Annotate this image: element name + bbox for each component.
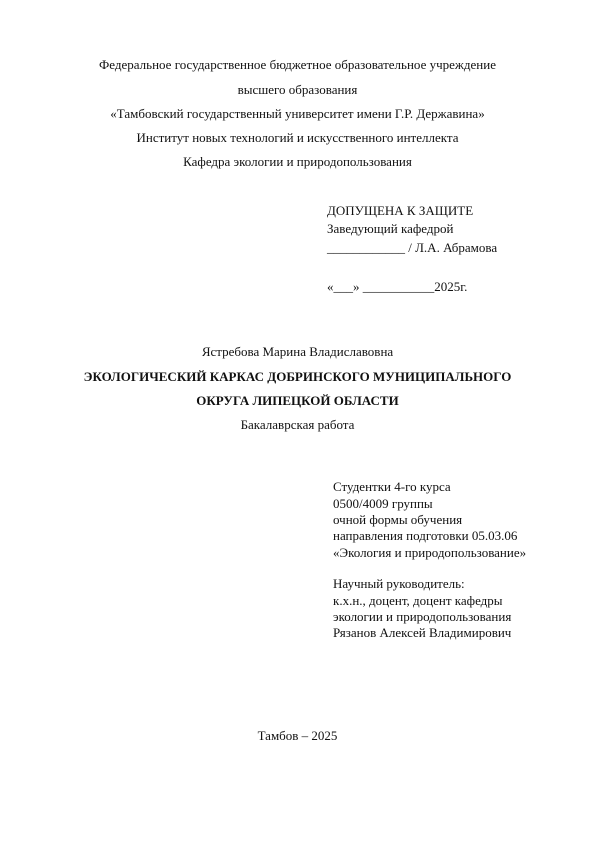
approval-signature: ____________ / Л.А. Абрамова [327,240,498,255]
student-direction-code: направления подготовки 05.03.06 [333,528,518,543]
institution-line-1: Федеральное государственное бюджетное образовательное учреждение [99,57,496,72]
approval-date: «___» ___________2025г. [327,279,468,294]
thesis-type: Бакалаврская работа [240,417,355,432]
author-name: Ястребова Марина Владиславовна [201,344,394,359]
supervisor-department: экологии и природопользования [333,609,512,624]
supervisor-name: Рязанов Алексей Владимирович [333,625,512,640]
institution-line-2: высшего образования [237,82,358,97]
department-name: Кафедра экологии и природопользования [183,154,412,169]
approval-position: Заведующий кафедрой [327,221,454,236]
supervisor-degree: к.х.н., доцент, доцент кафедры [333,593,503,608]
supervisor-label: Научный руководитель: [333,576,465,591]
university-name: «Тамбовский государственный университет имени Г.Р. Державина» [110,106,485,121]
student-course: Студентки 4-го курса [333,479,451,494]
institute-name: Институт новых технологий и искусственного интеллекта [136,130,459,145]
city-year: Тамбов – 2025 [257,728,338,743]
thesis-title-line-2: ОКРУГА ЛИПЕЦКОЙ ОБЛАСТИ [196,393,399,408]
student-direction-name: «Экология и природопользование» [333,545,527,560]
student-study-form: очной формы обучения [333,512,463,527]
thesis-title-line-1: ЭКОЛОГИЧЕСКИЙ КАРКАС ДОБРИНСКОГО МУНИЦИПАЛЬНОГО [83,369,512,384]
student-group: 0500/4009 группы [333,496,433,511]
approval-title: ДОПУЩЕНА К ЗАЩИТЕ [327,203,474,218]
